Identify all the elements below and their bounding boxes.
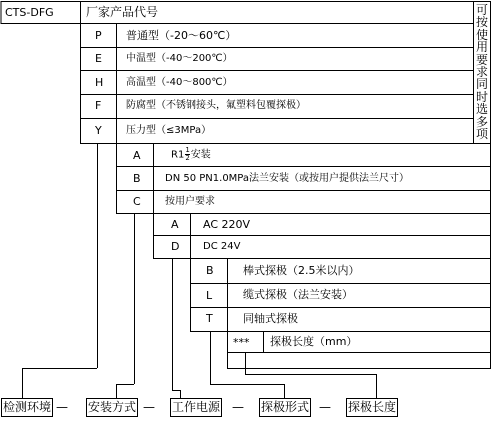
bottom-label-power: 工作电源 [170, 398, 222, 417]
dash-1: — [56, 400, 68, 414]
mount-code-a: A [133, 149, 141, 162]
mount-code-b: B [133, 172, 141, 185]
bottom-label-probe-form: 探极形式 [259, 398, 311, 417]
length-code: *** [233, 336, 250, 349]
power-code-a: A [171, 218, 179, 231]
mount-code-c: C [133, 195, 141, 208]
probe-label-l: 缆式探极（法兰安装） [243, 288, 353, 301]
mount-label-a [171, 147, 211, 162]
dash-3: — [232, 400, 244, 414]
model-code: CTS-DFG [5, 6, 54, 19]
length-label: 探极长度（mm） [270, 335, 358, 348]
power-code-d: D [171, 240, 180, 253]
env-label-y: 压力型（≤3MPa） [126, 125, 212, 136]
env-label-p: 普通型（-20～60℃） [126, 29, 237, 42]
probe-code-b: B [206, 264, 214, 277]
env-label-f: 防腐型（不锈钢接头，氟塑料包覆探极） [126, 100, 306, 111]
env-code-e: E [95, 52, 102, 65]
bottom-label-environment: 检测环境 [1, 398, 53, 417]
fraction: $\frac{1}{2}$ [185, 146, 190, 162]
env-code-y: Y [95, 124, 102, 137]
probe-label-t: 同轴式探极 [243, 312, 298, 325]
bottom-label-probe-length: 探极长度 [346, 398, 398, 417]
env-label-e: 中温型（-40～200℃） [126, 53, 233, 64]
probe-label-b: 棒式探极（2.5米以内） [243, 264, 360, 277]
probe-code-l: L [206, 289, 213, 302]
mount-label-c: 按用户要求 [165, 196, 215, 207]
mount-label-a-prefix: R1 [171, 149, 185, 161]
bottom-label-mounting: 安装方式 [86, 398, 138, 417]
power-label-d: DC 24V [203, 241, 241, 252]
mount-label-a-suffix: 安装 [190, 149, 211, 161]
mount-label-b: DN 50 PN1.0MPa法兰安装（或按用户提供法兰尺寸） [165, 173, 410, 184]
dash-2: — [143, 400, 155, 414]
dash-4: — [319, 400, 331, 414]
env-code-h: H [95, 76, 104, 89]
vendor-code-label: 厂家产品代号 [86, 5, 159, 19]
side-note: 可按使用要求同时选多项 [475, 3, 488, 142]
env-code-p: P [95, 29, 102, 42]
power-label-a: AC 220V [203, 218, 251, 231]
env-label-h: 高温型（-40～800℃） [126, 77, 233, 88]
env-code-f: F [95, 99, 102, 112]
probe-code-t: T [206, 312, 213, 325]
